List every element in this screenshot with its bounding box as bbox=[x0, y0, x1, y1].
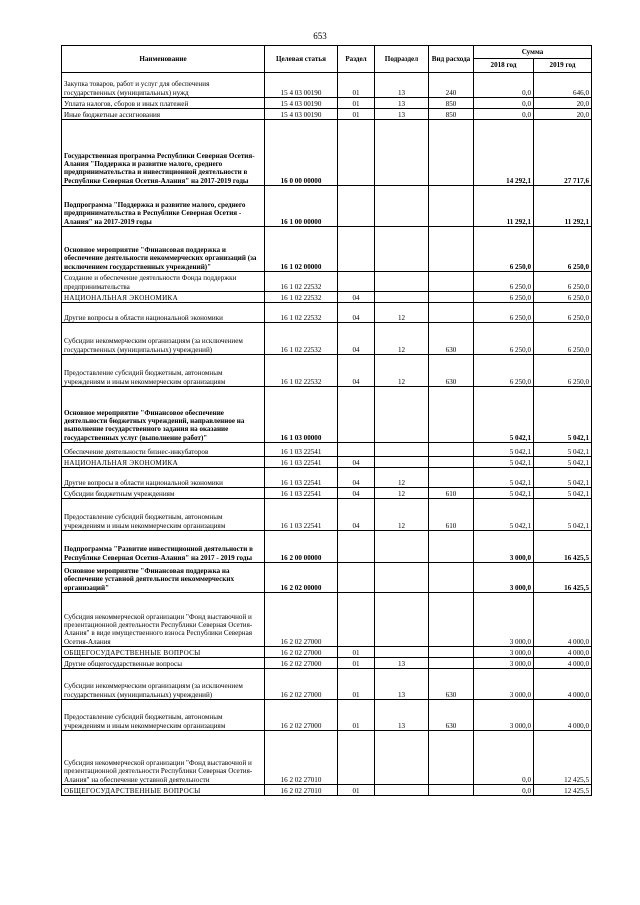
cell-type bbox=[429, 468, 474, 488]
cell-section bbox=[338, 731, 375, 785]
cell-2018: 6 250,0 bbox=[474, 323, 534, 355]
cell-subsection: 13 bbox=[375, 98, 429, 109]
cell-2019: 11 292,1 bbox=[534, 186, 592, 227]
cell-2019: 6 250,0 bbox=[534, 227, 592, 272]
cell-2018: 0,0 bbox=[474, 98, 534, 109]
cell-article: 16 1 02 22532 bbox=[265, 303, 338, 323]
cell-type bbox=[429, 563, 474, 593]
cell-name: Закупка товаров, работ и услуг для обеспечения государственных (муниципальных) нужд bbox=[62, 73, 265, 98]
cell-2018: 5 042,1 bbox=[474, 443, 534, 457]
cell-type bbox=[429, 272, 474, 292]
cell-2018: 5 042,1 bbox=[474, 488, 534, 499]
cell-name: НАЦИОНАЛЬНАЯ ЭКОНОМИКА bbox=[62, 292, 265, 303]
cell-type bbox=[429, 531, 474, 563]
cell-article: 15 4 03 00190 bbox=[265, 73, 338, 98]
cell-article: 16 2 02 27000 bbox=[265, 647, 338, 658]
cell-section: 04 bbox=[338, 499, 375, 531]
table-row bbox=[62, 272, 592, 292]
cell-article: 16 1 02 22532 bbox=[265, 323, 338, 355]
cell-subsection bbox=[375, 531, 429, 563]
cell-2019: 4 000,0 bbox=[534, 658, 592, 669]
cell-subsection: 13 bbox=[375, 669, 429, 700]
cell-type bbox=[429, 443, 474, 457]
cell-article: 16 0 00 00000 bbox=[265, 120, 338, 186]
cell-2019: 20,0 bbox=[534, 109, 592, 120]
cell-2018: 6 250,0 bbox=[474, 227, 534, 272]
cell-2018: 0,0 bbox=[474, 731, 534, 785]
table-row bbox=[62, 73, 592, 98]
cell-2018: 3 000,0 bbox=[474, 658, 534, 669]
cell-section: 01 bbox=[338, 73, 375, 98]
table-row bbox=[62, 443, 592, 457]
cell-name: Основное мероприятие "Финансовая поддержка на обеспечение уставной деятельности некоммерческих организаций" bbox=[62, 563, 265, 593]
cell-name: Предоставление субсидий бюджетным, автономным учреждениям и иным некоммерческим организациям bbox=[62, 355, 265, 387]
cell-subsection bbox=[375, 227, 429, 272]
cell-name: Основное мероприятие "Финансовое обеспечение деятельности бюджетных учреждений, направленное на выполнение государственного задания на оказание государственных услуг (выполнение работ)" bbox=[62, 387, 265, 443]
table-row bbox=[62, 355, 592, 387]
cell-subsection bbox=[375, 443, 429, 457]
cell-article: 16 2 02 27010 bbox=[265, 731, 338, 785]
cell-subsection bbox=[375, 647, 429, 658]
header-2018: 2018 год bbox=[474, 59, 534, 73]
cell-type: 630 bbox=[429, 700, 474, 731]
cell-article: 16 1 00 00000 bbox=[265, 186, 338, 227]
cell-name: ОБЩЕГОСУДАРСТВЕННЫЕ ВОПРОСЫ bbox=[62, 785, 265, 796]
cell-2018: 11 292,1 bbox=[474, 186, 534, 227]
cell-2018: 5 042,1 bbox=[474, 468, 534, 488]
cell-section bbox=[338, 563, 375, 593]
table-row bbox=[62, 457, 592, 468]
cell-section bbox=[338, 387, 375, 443]
cell-subsection: 12 bbox=[375, 323, 429, 355]
cell-type: 240 bbox=[429, 73, 474, 98]
cell-2018: 14 292,1 bbox=[474, 120, 534, 186]
table-row bbox=[62, 468, 592, 488]
cell-subsection bbox=[375, 186, 429, 227]
cell-section bbox=[338, 120, 375, 186]
cell-article: 16 2 02 27000 bbox=[265, 700, 338, 731]
table-row bbox=[62, 323, 592, 355]
cell-subsection bbox=[375, 292, 429, 303]
cell-section bbox=[338, 227, 375, 272]
cell-2019: 27 717,6 bbox=[534, 120, 592, 186]
header-type: Вид расхода bbox=[429, 46, 474, 73]
cell-name: Создание и обеспечение деятельности Фонда поддержки предпринимательства bbox=[62, 272, 265, 292]
table-row bbox=[62, 120, 592, 186]
table-row bbox=[62, 731, 592, 785]
budget-table bbox=[61, 45, 592, 796]
cell-type: 850 bbox=[429, 109, 474, 120]
table-row bbox=[62, 593, 592, 647]
cell-name: Субсидии некоммерческим организациям (за исключением государственных (муниципальных) учреждений) bbox=[62, 669, 265, 700]
cell-section: 04 bbox=[338, 292, 375, 303]
table-row bbox=[62, 563, 592, 593]
header-section: Раздел bbox=[338, 46, 375, 73]
cell-subsection: 13 bbox=[375, 73, 429, 98]
cell-2019: 5 042,1 bbox=[534, 488, 592, 499]
cell-name: Субсидии некоммерческим организациям (за исключением государственных (муниципальных) учреждений) bbox=[62, 323, 265, 355]
cell-type bbox=[429, 785, 474, 796]
cell-type: 630 bbox=[429, 355, 474, 387]
cell-2019: 6 250,0 bbox=[534, 303, 592, 323]
cell-subsection: 12 bbox=[375, 468, 429, 488]
cell-name: Уплата налогов, сборов и иных платежей bbox=[62, 98, 265, 109]
cell-article: 16 1 02 22532 bbox=[265, 272, 338, 292]
cell-article: 15 4 03 00190 bbox=[265, 98, 338, 109]
cell-2019: 4 000,0 bbox=[534, 669, 592, 700]
cell-article: 16 1 03 22541 bbox=[265, 499, 338, 531]
cell-name: ОБЩЕГОСУДАРСТВЕННЫЕ ВОПРОСЫ bbox=[62, 647, 265, 658]
cell-article: 16 1 02 00000 bbox=[265, 227, 338, 272]
cell-2019: 16 425,5 bbox=[534, 563, 592, 593]
cell-article: 16 1 03 22541 bbox=[265, 457, 338, 468]
cell-article: 16 1 02 22532 bbox=[265, 355, 338, 387]
table-header bbox=[62, 46, 592, 73]
cell-subsection: 12 bbox=[375, 355, 429, 387]
cell-name: Предоставление субсидий бюджетным, автономным учреждениям и иным некоммерческим организациям bbox=[62, 499, 265, 531]
cell-2019: 5 042,1 bbox=[534, 457, 592, 468]
cell-subsection: 13 bbox=[375, 109, 429, 120]
cell-2019: 12 425,5 bbox=[534, 731, 592, 785]
cell-2019: 12 425,5 bbox=[534, 785, 592, 796]
cell-name: Обеспечение деятельности бизнес-инкубаторов bbox=[62, 443, 265, 457]
cell-name: Подпрограмма "Поддержка и развитие малого, среднего предпринимательства в Республике Северная Осетия - Алания" на 2017-2019 годы bbox=[62, 186, 265, 227]
cell-section: 04 bbox=[338, 323, 375, 355]
cell-subsection: 13 bbox=[375, 700, 429, 731]
cell-type bbox=[429, 731, 474, 785]
table-row bbox=[62, 387, 592, 443]
cell-subsection bbox=[375, 272, 429, 292]
cell-name: Другие общегосударственные вопросы bbox=[62, 658, 265, 669]
cell-name: Субсидия некоммерческой организации "Фонд выставочной и презентационной деятельности Республики Северная Осетия-Алания" на обеспечение уставной деятельности bbox=[62, 731, 265, 785]
cell-2019: 5 042,1 bbox=[534, 499, 592, 531]
cell-2018: 0,0 bbox=[474, 785, 534, 796]
cell-2018: 0,0 bbox=[474, 109, 534, 120]
table-row bbox=[62, 658, 592, 669]
cell-name: Субсидии бюджетным учреждениям bbox=[62, 488, 265, 499]
cell-article: 16 2 02 00000 bbox=[265, 563, 338, 593]
cell-subsection bbox=[375, 785, 429, 796]
cell-2018: 3 000,0 bbox=[474, 563, 534, 593]
cell-2019: 20,0 bbox=[534, 98, 592, 109]
cell-section: 01 bbox=[338, 98, 375, 109]
cell-article: 16 2 02 27000 bbox=[265, 658, 338, 669]
cell-section: 01 bbox=[338, 109, 375, 120]
cell-name: Подпрограмма "Развитие инвестиционной деятельности в Республике Северная Осетия-Алания" на 2017 - 2019 годы bbox=[62, 531, 265, 563]
cell-name: Субсидия некоммерческой организации "Фонд выставочной и презентационной деятельности Республики Северная Осетия-Алания" в виде имущественного взноса Республики Северная Осетия-Алания bbox=[62, 593, 265, 647]
cell-subsection: 12 bbox=[375, 499, 429, 531]
cell-section bbox=[338, 531, 375, 563]
table-row bbox=[62, 292, 592, 303]
cell-type bbox=[429, 186, 474, 227]
cell-type bbox=[429, 658, 474, 669]
cell-section: 01 bbox=[338, 700, 375, 731]
cell-type: 630 bbox=[429, 323, 474, 355]
cell-2018: 3 000,0 bbox=[474, 669, 534, 700]
cell-name: НАЦИОНАЛЬНАЯ ЭКОНОМИКА bbox=[62, 457, 265, 468]
cell-2019: 6 250,0 bbox=[534, 355, 592, 387]
header-name: Наименование bbox=[62, 46, 265, 73]
cell-type bbox=[429, 457, 474, 468]
cell-type bbox=[429, 120, 474, 186]
header-article: Целевая статья bbox=[265, 46, 338, 73]
cell-section bbox=[338, 186, 375, 227]
cell-name: Основное мероприятие "Финансовая поддержка и обеспечение деятельности некоммерческих организаций (за исключением государственных учреждений)" bbox=[62, 227, 265, 272]
cell-name: Иные бюджетные ассигнования bbox=[62, 109, 265, 120]
cell-section: 04 bbox=[338, 468, 375, 488]
cell-article: 16 1 03 00000 bbox=[265, 387, 338, 443]
cell-section: 04 bbox=[338, 457, 375, 468]
cell-type: 630 bbox=[429, 669, 474, 700]
header-subsection: Подраздел bbox=[375, 46, 429, 73]
cell-2019: 4 000,0 bbox=[534, 700, 592, 731]
cell-type bbox=[429, 303, 474, 323]
cell-2019: 16 425,5 bbox=[534, 531, 592, 563]
cell-type: 610 bbox=[429, 488, 474, 499]
cell-type bbox=[429, 593, 474, 647]
cell-article: 16 2 02 27010 bbox=[265, 785, 338, 796]
cell-article: 16 2 02 27000 bbox=[265, 669, 338, 700]
cell-2019: 5 042,1 bbox=[534, 443, 592, 457]
cell-name: Другие вопросы в области национальной экономики bbox=[62, 468, 265, 488]
cell-2019: 6 250,0 bbox=[534, 323, 592, 355]
cell-2019: 5 042,1 bbox=[534, 387, 592, 443]
cell-article: 16 2 00 00000 bbox=[265, 531, 338, 563]
cell-article: 16 1 03 22541 bbox=[265, 443, 338, 457]
cell-2019: 4 000,0 bbox=[534, 647, 592, 658]
cell-section bbox=[338, 443, 375, 457]
table-body bbox=[62, 73, 592, 796]
cell-name: Предоставление субсидий бюджетным, автономным учреждениям и иным некоммерческим организациям bbox=[62, 700, 265, 731]
cell-2018: 3 000,0 bbox=[474, 593, 534, 647]
table-row bbox=[62, 227, 592, 272]
cell-2018: 6 250,0 bbox=[474, 355, 534, 387]
cell-subsection bbox=[375, 457, 429, 468]
cell-section: 01 bbox=[338, 785, 375, 796]
cell-article: 16 1 03 22541 bbox=[265, 468, 338, 488]
table-row bbox=[62, 109, 592, 120]
cell-2018: 3 000,0 bbox=[474, 531, 534, 563]
cell-2018: 6 250,0 bbox=[474, 272, 534, 292]
cell-type bbox=[429, 227, 474, 272]
cell-subsection: 12 bbox=[375, 303, 429, 323]
cell-subsection bbox=[375, 593, 429, 647]
cell-article: 16 2 02 27000 bbox=[265, 593, 338, 647]
cell-2018: 5 042,1 bbox=[474, 457, 534, 468]
cell-2018: 3 000,0 bbox=[474, 700, 534, 731]
cell-section: 01 bbox=[338, 647, 375, 658]
cell-subsection bbox=[375, 563, 429, 593]
table-row bbox=[62, 186, 592, 227]
table-row bbox=[62, 700, 592, 731]
cell-subsection: 13 bbox=[375, 658, 429, 669]
table-row bbox=[62, 669, 592, 700]
cell-section: 04 bbox=[338, 355, 375, 387]
cell-type bbox=[429, 292, 474, 303]
cell-2018: 6 250,0 bbox=[474, 303, 534, 323]
cell-subsection: 12 bbox=[375, 488, 429, 499]
table-row bbox=[62, 488, 592, 499]
cell-name: Другие вопросы в области национальной экономики bbox=[62, 303, 265, 323]
cell-subsection bbox=[375, 120, 429, 186]
cell-type: 850 bbox=[429, 98, 474, 109]
header-2019: 2019 год bbox=[534, 59, 592, 73]
cell-2019: 6 250,0 bbox=[534, 272, 592, 292]
cell-article: 16 1 03 22541 bbox=[265, 488, 338, 499]
cell-name: Государственная программа Республики Северная Осетия-Алания "Поддержка и развитие малого, среднего предпринимательства и инвестиционной деятельности в Республике Северная Осетия-Алания" на 2017-2019 годы bbox=[62, 120, 265, 186]
table-row bbox=[62, 303, 592, 323]
cell-article: 15 4 03 00190 bbox=[265, 109, 338, 120]
cell-2018: 6 250,0 bbox=[474, 292, 534, 303]
table-row bbox=[62, 647, 592, 658]
page-number: 653 bbox=[313, 31, 327, 41]
cell-section: 04 bbox=[338, 303, 375, 323]
cell-2019: 4 000,0 bbox=[534, 593, 592, 647]
cell-section bbox=[338, 593, 375, 647]
cell-section bbox=[338, 272, 375, 292]
cell-subsection bbox=[375, 731, 429, 785]
cell-2019: 5 042,1 bbox=[534, 468, 592, 488]
table-row bbox=[62, 499, 592, 531]
cell-2019: 646,0 bbox=[534, 73, 592, 98]
cell-section: 04 bbox=[338, 488, 375, 499]
cell-section: 01 bbox=[338, 669, 375, 700]
cell-type bbox=[429, 647, 474, 658]
cell-2019: 6 250,0 bbox=[534, 292, 592, 303]
table-row bbox=[62, 98, 592, 109]
table-row bbox=[62, 785, 592, 796]
cell-2018: 5 042,1 bbox=[474, 387, 534, 443]
header-sum: Сумма bbox=[474, 46, 592, 59]
cell-2018: 3 000,0 bbox=[474, 647, 534, 658]
cell-2018: 0,0 bbox=[474, 73, 534, 98]
table-row bbox=[62, 531, 592, 563]
cell-type bbox=[429, 387, 474, 443]
cell-subsection bbox=[375, 387, 429, 443]
cell-2018: 5 042,1 bbox=[474, 499, 534, 531]
cell-section: 01 bbox=[338, 658, 375, 669]
cell-article: 16 1 02 22532 bbox=[265, 292, 338, 303]
cell-type: 610 bbox=[429, 499, 474, 531]
